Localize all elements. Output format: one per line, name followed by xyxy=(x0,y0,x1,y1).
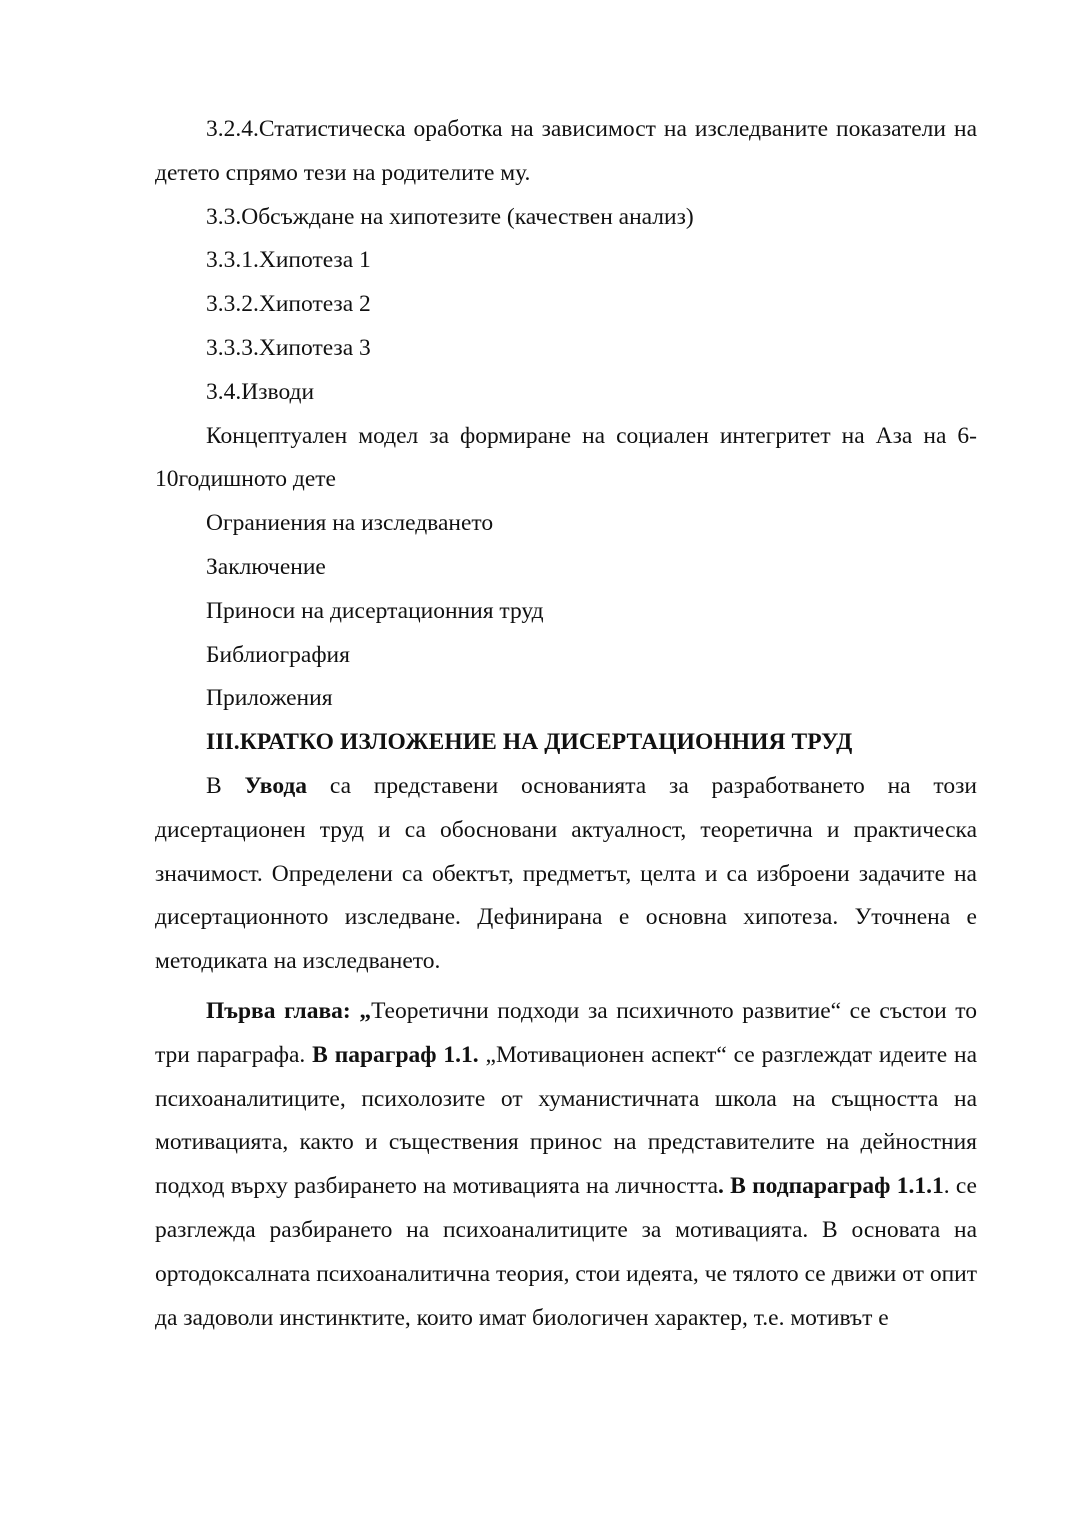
chapter1-text-3: . се разглежда разбирането на психоаналитиците за мотивацията. В основата на ортодоксалната психоаналитична теория, стои идеята, че тялото се движи от опит да задоволи инстинктите, които имат биологичен характер, т.е. мотивът е xyxy=(155,1173,977,1331)
chapter1-paragraph xyxy=(155,990,977,1340)
chapter1-bold-paragraph-ref: В параграф 1.1. xyxy=(312,1041,479,1068)
chapter1-bold-subparagraph-ref: . В подпараграф 1.1.1 xyxy=(718,1173,944,1200)
intro-paragraph xyxy=(155,765,977,984)
toc-limitations: Ограниения на изследването xyxy=(206,510,494,537)
toc-item-3-3: 3.3.Обсъждане на хипотезите (качествен анализ) xyxy=(206,203,694,230)
toc-contributions: Приноси на дисертационния труд xyxy=(206,597,544,624)
intro-pre: В xyxy=(206,772,245,799)
toc-item-3-3-2: 3.3.2.Хипотеза 2 xyxy=(206,291,371,318)
toc-item-3-3-1: 3.3.1.Хипотеза 1 xyxy=(206,247,371,274)
toc-appendices: Приложения xyxy=(206,685,333,712)
document-page xyxy=(155,108,977,1340)
intro-bold-term: Увода xyxy=(244,772,308,799)
toc-conclusion: Заключение xyxy=(206,553,326,580)
toc-item-3-3-3: 3.3.3.Хипотеза 3 xyxy=(206,334,371,361)
toc-bibliography: Библиография xyxy=(206,641,350,668)
chapter1-text-1: Теоретични подходи за психичното развитие“ се състои то три параграфа. xyxy=(155,997,977,1068)
toc-item-3-2-4: 3.2.4.Статистическа оработка на зависимост на изследваните показатели на детето спрямо тези на родителите му. xyxy=(155,116,977,186)
toc-concept-model: Концептуален модел за формиране на социален интегритет на Аза на 6-10годишното дете xyxy=(155,422,977,493)
toc-item-3-4: 3.4.Изводи xyxy=(206,378,315,405)
section-heading: III.КРАТКО ИЗЛОЖЕНИЕ НА ДИСЕРТАЦИОННИЯ ТРУД xyxy=(206,729,853,756)
intro-text: са представени основанията за разработването на този дисертационен труд и са обосновани актуалност, теоретична и практическа значимост. Определени са обектът, предметът, целта и са изброени задачите на дисертационното изследване. Дефинирана е основна хипотеза. Уточнена е методиката на изследването. xyxy=(155,772,977,975)
chapter1-text-2: „Мотивационен аспект“ се разглеждат идеите на психоаналитиците, психолозите от хуманистичната школа на същността на мотивацията, както и съществения принос на представителите на дейностния подход върху разбирането на мотивацията на личността xyxy=(155,1041,977,1200)
chapter1-bold-title: Първа глава: „ xyxy=(206,997,372,1024)
